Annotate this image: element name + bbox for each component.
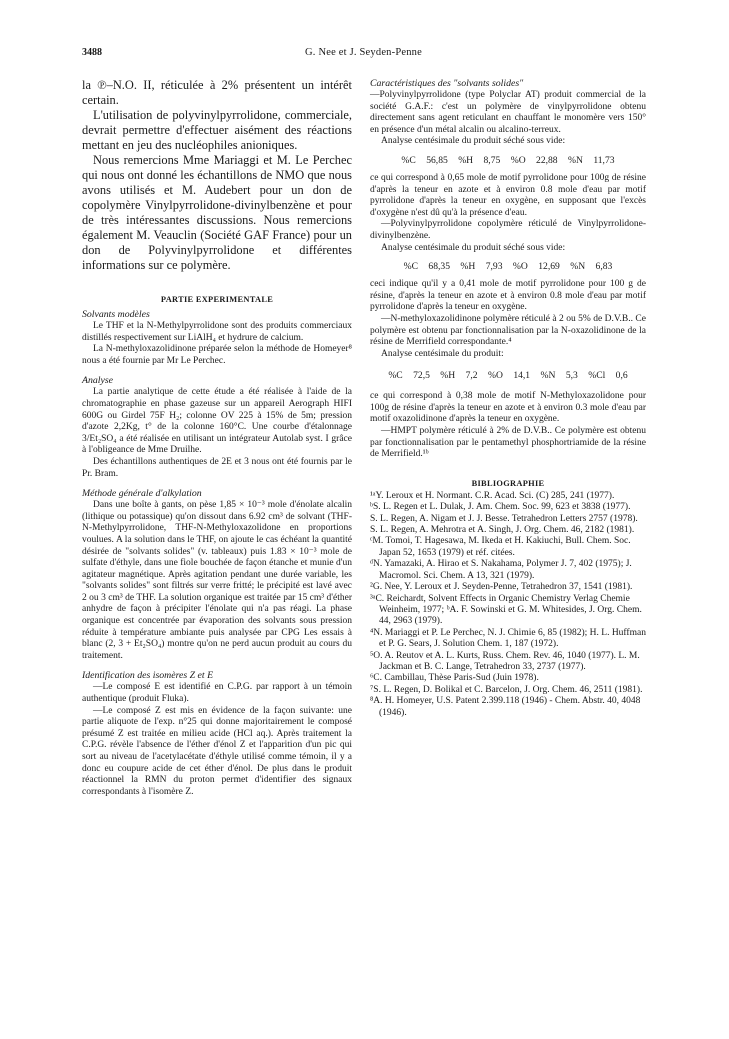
paragraph-oxazolidinone-result: ce qui correspond à 0,38 mole de motif N-Methyloxazolidone pour 100g de résine d'après la teneur en azote et à environ 0.3 mole d'eau par motif oxazolidinone d'après la teneur en oxygène. (370, 391, 646, 425)
analysis-values-3: %C 72,5 %H 7,2 %O 14,1 %N 5,3 %Cl 0,6 (388, 370, 628, 382)
analysis-label-1: Analyse centésimale du produit séché sous vide: (381, 136, 566, 147)
reference-item: ᶜM. Tomoi, T. Hagesawa, M. Ikeda et H. Kakiuchi, Bull. Chem. Soc. Japan 52, 1653 (1979) et réf. citées. (370, 536, 631, 558)
paragraph-analyse-2: Des échantillons authentiques de 2E et 3 nous ont été fournis par le Pr. Bram. (82, 456, 352, 479)
paragraph-solvants-1: Le THF et la N-Methylpyrrolidone sont des produits commerciaux distillés respectivement sur LiAlH₄ et hydrure de calcium. (82, 321, 352, 343)
bibliography-title: BIBLIOGRAPHIE (471, 478, 545, 488)
paragraph-acknowledgements: Nous remercions Mme Mariaggi et M. Le Perchec qui nous ont donné les échantillons de NMO que nous avons utilisés et M. Audebert pour un don de copolymère Vinylpyrrolidone-divinylbenzène et pour de très intéressantes discussions. Nous remercions également M. Veauclin (Société GAF France) pour un don de Polyvinylpyrrolidone et différentes informations sur ce polymère. (82, 153, 352, 272)
subheading-analyse: Analyse (82, 375, 114, 387)
section-title-experimental: PARTIE EXPERIMENTALE (160, 295, 274, 304)
paragraph-identification-z: —Le composé Z est mis en évidence de la façon suivante: une partie aliquote de l'exp. n°25 qui donne majoritairement le composé présumé Z est traitée en milieu acide (HCl aq.). Après traitement la C.P.G. révèle l'absence de l'éther d'énol Z et l'apparition d'un pic qui sort au niveau de l'acetylacétate d'éthyle utilisé comme témoin, il y a donc eu coupure acide de cet éther d'énol. De plus dans le produit réactionnel la RMN du proton permet d'identifier des signaux correspondants à l'isomère Z. (82, 705, 352, 797)
analysis-values-2: %C 68,35 %H 7,93 %O 12,69 %N 6,83 (403, 261, 613, 273)
reference-item: ³ᵃC. Reichardt, Solvent Effects in Organic Chemistry Verlag Chemie Weinheim, 1977; ᵇA. F. Sowinski et G. M. Whitesides, J. Org. Chem. 44, 2963 (1979). (370, 593, 642, 627)
reference-item: ᵇS. L. Regen et L. Dulak, J. Am. Chem. Soc. 99, 623 et 3838 (1977). (370, 502, 631, 513)
bibliography-list (370, 491, 646, 719)
subheading-identification: Identification des isomères Z et E (82, 670, 214, 682)
paragraph-hmpt: —HMPT polymère réticulé à 2% de D.V.B.. Ce polymère est obtenu par fonctionnalisation par le pentamethyl phosphortriamide de la résine de Merrifield.¹ᵇ (370, 426, 646, 460)
subheading-methode: Méthode générale d'alkylation (82, 488, 202, 500)
paragraph-oxazolidinone: —N-methyloxazolidinone polymère réticulé à 2 ou 5% de D.V.B.. Ce polymère est obtenu par fonctionnalisation par la N-oxazolidinone de la résine de Merrifield correspondante.⁴ (370, 313, 646, 348)
reference-item: ²G. Nee, Y. Leroux et J. Seyden-Penne, Tetrahedron 37, 1541 (1981). (370, 582, 633, 593)
reference-item: ⁶C. Cambillau, Thèse Paris-Sud (Juin 1978). (370, 673, 539, 684)
analysis-label-2: Analyse centésimale du produit séché sous vide: (381, 242, 566, 253)
subheading-solvants: Solvants modèles (82, 309, 150, 320)
reference-item: ⁷S. L. Regen, D. Bolikal et C. Barcelon, J. Org. Chem. 46, 2511 (1981). (370, 684, 643, 695)
right-column (370, 78, 646, 719)
paragraph-polyclar-result: ce qui correspond à 0,65 mole de motif pyrrolidone pour 100g de résine d'après la teneur en azote et à environ 0.8 mole d'eau par motif pyrrolidone d'après la teneur en oxygène, en supposant que l'excès d'oxygène n'est dû qu'à la présence d'eau. (370, 172, 646, 218)
reference-item: ⁵O. A. Reutov et A. L. Kurts, Russ. Chem. Rev. 46, 1040 (1977). L. M. Jackman et B. C. Lange, Tetrahedron 33, 2737 (1977). (370, 650, 640, 672)
reference-item: S. L. Regen, A. Nigam et J. J. Besse. Tetrahedron Letters 2757 (1978). (370, 513, 638, 524)
analysis-values-1: %C 56,85 %H 8,75 %O 22,88 %N 11,73 (401, 154, 615, 166)
reference-item: ⁸A. H. Homeyer, U.S. Patent 2.399.118 (1946) - Chem. Abstr. 40, 4048 (1946). (370, 696, 641, 718)
paragraph-polyvinyl: L'utilisation de polyvinylpyrrolidone, commerciale, devrait permettre d'effectuer aisément des réactions mettant en jeu des nucléophiles anioniques. (82, 108, 352, 152)
subheading-caracteristiques: Caractéristiques des "solvants solides" (370, 78, 524, 89)
left-column (82, 78, 352, 798)
paragraph-polyclar: —Polyvinylpyrrolidone (type Polyclar AT) produit commercial de la société G.A.F.: c'est un polymère de vinylpyrrolidone obtenu directement sans agent reticulant en chauffant le monomère vers 150° en présence d'un métal alcalin ou alcalino-terreux. (370, 90, 646, 135)
analysis-label-3: Analyse centésimale du produit: (381, 348, 504, 359)
running-authors: G. Nee et J. Seyden-Penne (305, 47, 422, 58)
reference-item: ⁴N. Mariaggi et P. Le Perchec, N. J. Chimie 6, 85 (1982); H. L. Huffman et P. G. Sears, J. Solution Chem. 1, 187 (1972). (370, 627, 646, 650)
paragraph-methode: Dans une boîte à gants, on pèse 1,85 × 10⁻³ mole d'énolate alcalin (lithique ou potassique) qu'on dissout dans 6.92 cm³ de solvant (THF-N-Methylpyrrolidone, THF-N-Methyloxazolidone en proportions voulues. A la solution dans le THF, on ajoute le cas échéant la quantité désirée de "solvants solides" (v. tableaux) puis 1.83 × 10⁻³ mole de sulfate d'éthyle, dans une fiole bouchée de façon étanche et munie d'un agitateur magnétique. Après agitation pendant une durée variable, les "solvants solides" sont filtrés sur verre fritté; le précipité est lavé avec 2 ou 3 cm³ de THF. La solution organique est traitée par 15 cm³ d'éther anhydre de façon à précipiter l'énolate qui n'a pas réagi. La phase organique est concentrée par évaporation des solvants sous pression réduite à température ambiante puis analysée par CPG Les essais à blanc (2, 3 + Et₂SO₄) montre qu'on ne perd aucun produit au cours du traitement. (82, 500, 352, 661)
reference-item: S. L. Regen, A. Mehrotra et A. Singh, J. Org. Chem. 46, 2182 (1981). (370, 525, 635, 536)
paragraph-conclusion: la ℗–N.O. II, réticulée à 2% présentent un intérêt certain. (82, 78, 352, 107)
reference-item: ¹ᵃY. Leroux et H. Normant. C.R. Acad. Sci. (C) 285, 241 (1977). (370, 490, 615, 501)
page-number: 3488 (82, 47, 102, 58)
paragraph-identification-e: —Le composé E est identifié en C.P.G. par rapport à un témoin authentique (produit Fluka). (82, 682, 352, 705)
paragraph-analyse-1: La partie analytique de cette étude a été réalisée à l'aide de la chromatographie en phase gazeuse sur un appareil Aerograph HIFI 600G ou Girdel 75F H₂; colonne OV 225 à 15% de 5m; pression d'azote 2,2Kg, t° de la colonne 160°C. Une courbe d'étalonnage 3/Et₂SO₄ a été réalisée en utilisant un intégrateur Autolab syst. I grâce à l'obligeance de Mme Druilhe. (82, 387, 352, 456)
paragraph-copolymer-result: ceci indique qu'il y a 0,41 mole de motif pyrrolidone pour 100 g de résine, d'après la teneur en azote et à environ 0.8 mole d'eau par motif pyrrolidone d'après la teneur en oxygène. (370, 279, 646, 313)
reference-item: ᵈN. Yamazaki, A. Hirao et S. Nakahama, Polymer J. 7, 402 (1975); J. Macromol. Sci. Chem. A 13, 321 (1979). (370, 559, 632, 581)
paragraph-solvants-2: La N-methyloxazolidinone préparée selon la méthode de Homeyer⁸ nous a été fournie par Mr Le Perchec. (82, 344, 352, 366)
paragraph-copolymer: —Polyvinylpyrrolidone copolymère réticulé de Vinylpyrrolidone-divinylbenzène. (370, 219, 646, 241)
page-header (82, 47, 645, 63)
